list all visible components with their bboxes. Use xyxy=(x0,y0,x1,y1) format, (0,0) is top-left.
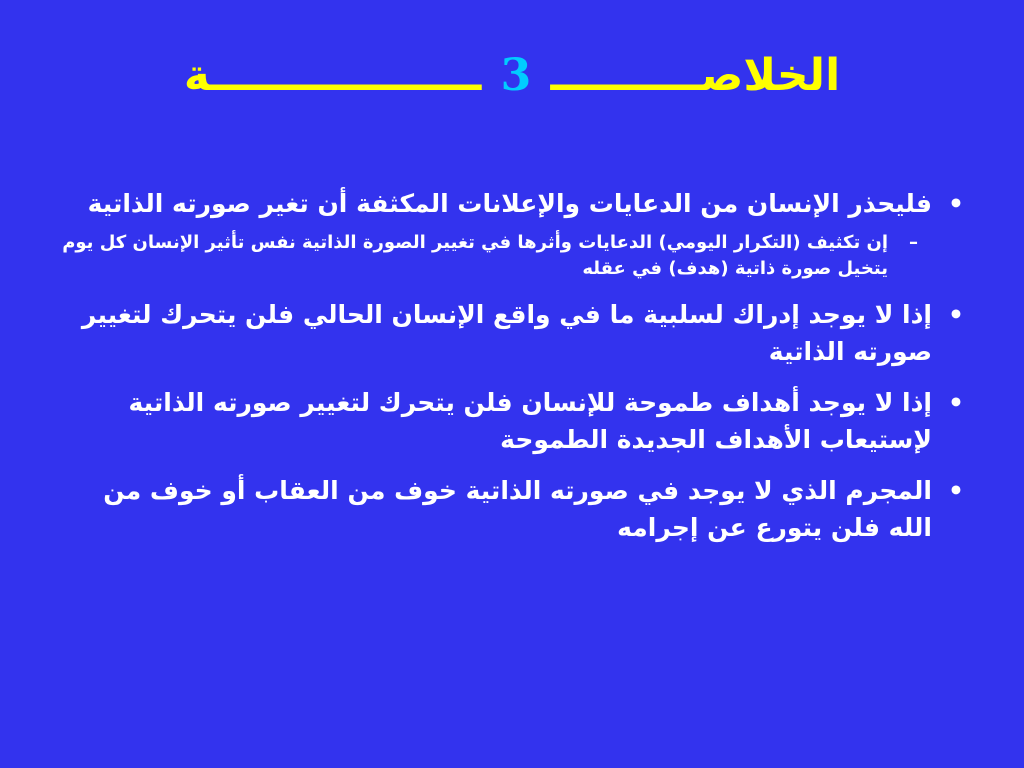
title-number: 3 xyxy=(500,50,532,101)
bullet-icon: • xyxy=(948,476,964,505)
bullet-icon: • xyxy=(948,300,964,329)
sub-bullet-text: إن تكثيف (التكرار اليومي) الدعايات وأثرها في تغيير الصورة الذاتية نفس تأثير الإنسان كل يوم يتخيل صورة ذاتية (هدف) في عقله xyxy=(62,232,888,279)
bullet-text: المجرم الذي لا يوجد في صورته الذاتية خوف من العقاب أو خوف من الله فلن يتورع عن إجرامه xyxy=(103,476,932,542)
title-text-start: الخلاصــــــــــ xyxy=(550,50,841,101)
bullet-item xyxy=(62,384,964,458)
bullet-list xyxy=(62,185,964,560)
bullet-item xyxy=(62,296,964,370)
bullet-icon: • xyxy=(948,189,964,218)
bullet-item xyxy=(62,185,964,222)
dash-icon: – xyxy=(909,232,918,253)
title-text-end: ــــــــــــــــــة xyxy=(183,50,482,101)
bullet-item xyxy=(62,472,964,546)
bullet-text: إذا لا يوجد إدراك لسلبية ما في واقع الإنسان الحالي فلن يتحرك لتغيير صورته الذاتية xyxy=(81,300,932,366)
bullet-icon: • xyxy=(948,388,964,417)
sub-bullet-item xyxy=(62,230,918,282)
bullet-text: فليحذر الإنسان من الدعايات والإعلانات المكثفة أن تغير صورته الذاتية xyxy=(87,189,932,218)
slide-title xyxy=(0,50,1024,103)
bullet-text: إذا لا يوجد أهداف طموحة للإنسان فلن يتحرك لتغيير صورته الذاتية لإستيعاب الأهداف الجديدة الطموحة xyxy=(128,388,932,454)
